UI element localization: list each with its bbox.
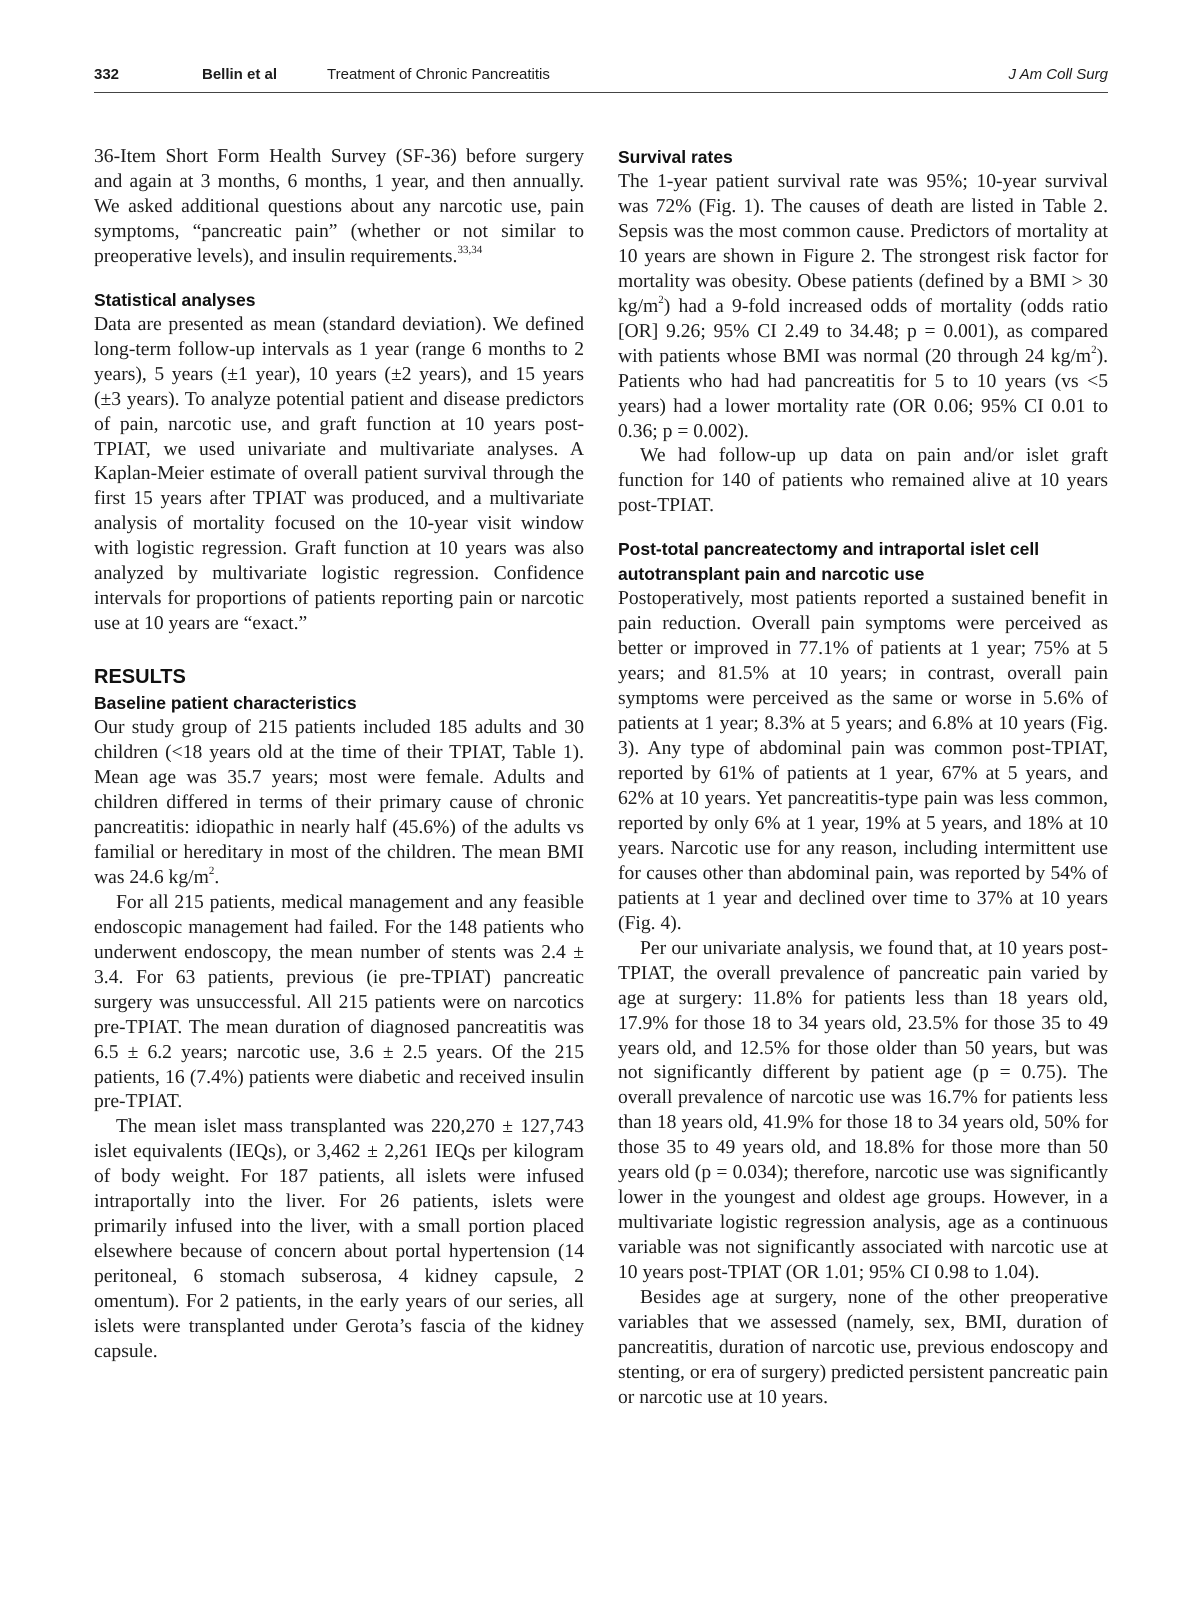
header-authors: Bellin et al <box>202 66 278 83</box>
pain-narcotic-heading: Post-total pancreatectomy and intraportal islet cell autotransplant pain and narcotic use <box>618 539 1040 585</box>
header-rule <box>94 92 1108 93</box>
pain-paragraph-2: Per our univariate analysis, we found that, at 10 years post-TPIAT, the overall prevalence of pancreatic pain varied by age at surgery: 11.8% for patients less than 18 years old, 17.9% for those 18 to 34 years old, 23.5% for those 35 to 49 years old, and 12.5% for those older than 50 years, but was not significantly different by patient age (p = 0.75). The overall prevalence of narcotic use was 16.7% for patients less than 18 years old, 41.9% for those 18 to 34 years old, 50% for those 35 to 49 years old, and 18.8% for those more than 50 years old (p = 0.034); therefore, narcotic use was significantly lower in the youngest and oldest age groups. However, in a multivariate logistic regression analysis, age as a continuous variable was not significantly associated with narcotic use at 10 years post-TPIAT (OR 1.01; 95% CI 0.98 to 1.04). <box>618 937 1108 1284</box>
statistical-analyses-paragraph: Data are presented as mean (standard deviation). We defined long-term follow-up intervals as 1 year (range 6 months to 2 years), 5 years (±1 year), 10 years (±2 years), and 15 years (±3 years). To analyze potential patient and disease predictors of pain, narcotic use, and graft function at 10 years post-TPIAT, we used univariate and multivariate analyses. A Kaplan-Meier estimate of overall patient survival through the first 15 years after TPIAT was produced, and a multivariate analysis of mortality focused on the 10-year visit window with logistic regression. Graft function at 10 years was also analyzed by multivariate logistic regression. Confidence intervals for proportions of patients reporting pain or narcotic use at 10 years are “exact.” <box>94 313 584 635</box>
pain-paragraph-3: Besides age at surgery, none of the other preoperative variables that we assessed (namely, sex, BMI, duration of pancreatitis, duration of narcotic use, previous endoscopy and stenting, or era of surgery) predicted persistent pancreatic pain or narcotic use at 10 years. <box>618 1287 1108 1408</box>
intro-citation: 33,34 <box>457 244 483 257</box>
baseline-paragraph-2: For all 215 patients, medical management and any feasible endoscopic management had failed. For the 148 patients who underwent endoscopy, the mean number of stents was 2.4 ± 3.4. For 63 patients, previous (ie pre-TPIAT) pancreatic surgery was unsuccessful. All 215 patients were on narcotics pre-TPIAT. The mean duration of diagnosed pancreatitis was 6.5 ± 6.2 years; narcotic use, 3.6 ± 2.5 years. Of the 215 patients, 16 (7.4%) patients were diabetic and received insulin pre-TPIAT. <box>94 891 584 1113</box>
left-column <box>94 145 584 1365</box>
right-column <box>618 145 1108 1411</box>
statistical-analyses-heading: Statistical analyses <box>94 289 256 310</box>
baseline-paragraph-3: The mean islet mass transplanted was 220,270 ± 127,743 islet equivalents (IEQs), or 3,462 ± 2,261 IEQs per kilogram of body weight. For 187 patients, all islets were infused intraportally into the liver. For 26 patients, islets were primarily infused into the liver, with a small portion placed elsewhere because of concern about portal hypertension (14 peritoneal, 6 stomach subserosa, 4 kidney capsule, 2 omentum). For 2 patients, in the early years of our series, all islets were transplanted under Gerota’s fascia of the kidney capsule. <box>94 1116 584 1362</box>
page-number: 332 <box>94 66 120 83</box>
baseline-heading: Baseline patient characteristics <box>94 693 357 714</box>
baseline-paragraph-1: Our study group of 215 patients included 185 adults and 30 children (<18 years old at the time of their TPIAT, Table 1). Mean age was 35.7 years; most were female. Adults and children differed in terms of their primary cause of chronic pancreatitis: idiopathic in nearly half (45.6%) of the adults vs familial or hereditary in most of the children. The mean BMI was 24.6 $kg/m^2$. <box>94 717 584 888</box>
results-heading: RESULTS <box>94 666 186 689</box>
header-journal: J Am Coll Surg <box>1008 66 1108 83</box>
header-running-title: Treatment of Chronic Pancreatitis <box>327 66 550 83</box>
intro-paragraph: 36-Item Short Form Health Survey (SF-36) before surgery and again at 3 months, 6 months, 1 year, and then annually. We asked additional questions about any narcotic use, pain symptoms, “pancreatic pain” (whether or not similar to preoperative levels), and insulin requirements.$^{33,34}$ <box>94 146 584 267</box>
survival-rates-heading: Survival rates <box>618 147 733 167</box>
pain-paragraph-1: Postoperatively, most patients reported a sustained benefit in pain reduction. Overall pain symptoms were perceived as better or improved in 77.1% of patients at 1 year; 75% at 5 years; and 81.5% at 10 years; in contrast, overall pain symptoms were perceived as the same or worse in 5.6% of patients at 1 year; 8.3% at 5 years; and 6.8% at 10 years (Fig. 3). Any type of abdominal pain was common post-TPIAT, reported by 61% of patients at 1 year, 67% at 5 years, and 62% at 10 years. Yet pancreatitis-type pain was less common, reported by only 6% at 1 year, 19% at 5 years, and 18% at 10 years. Narcotic use for any reason, including intermittent use for causes other than abdominal pain, was reported by 54% of patients at 1 year and declined over time to 37% at 10 years (Fig. 4). <box>618 588 1108 934</box>
survival-paragraph-1: The 1-year patient survival rate was 95%; 10-year survival was 72% (Fig. 1). The causes of death are listed in Table 2. Sepsis was the most common cause. Predictors of mortality at 10 years are shown in Figure 2. The strongest risk factor for mortality was obesity. Obese patients (defined by a BMI > 30 $kg/m^2$) had a 9-fold increased odds of mortality (odds ratio [OR] 9.26; 95% CI 2.49 to 34.48; p = 0.001), as compared with patients whose BMI was normal (20 through 24 $kg/m^2$). Patients who had had pancreatitis for 5 to 10 years (vs <5 years) had a lower mortality rate (OR 0.06; 95% CI 0.01 to 0.36; p = 0.002). <box>618 171 1108 442</box>
running-header <box>94 64 1108 90</box>
survival-paragraph-2: We had follow-up up data on pain and/or islet graft function for 140 of patients who remained alive at 10 years post-TPIAT. <box>618 445 1108 517</box>
